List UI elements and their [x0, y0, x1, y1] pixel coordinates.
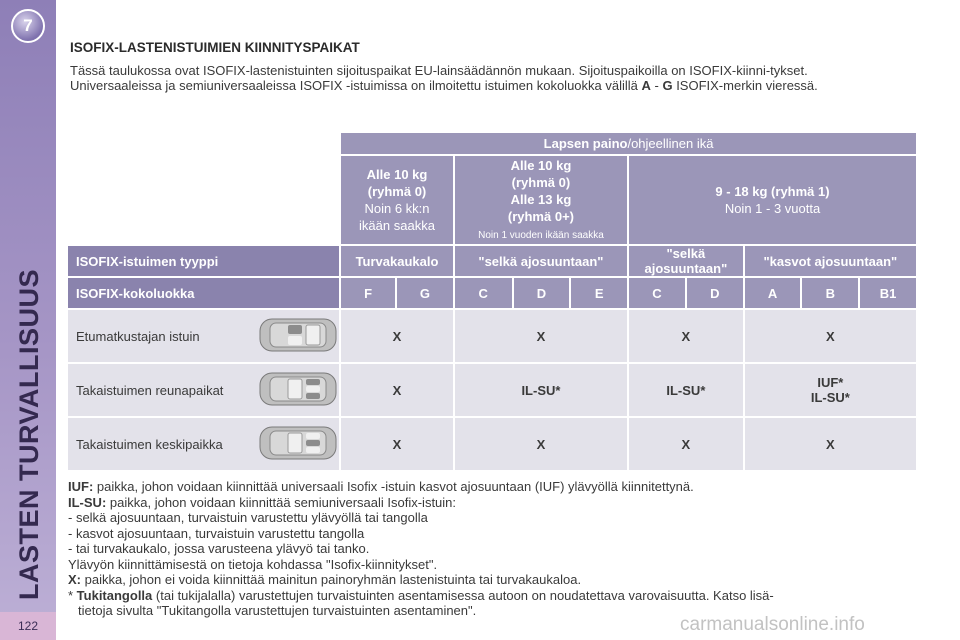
type-row-label: ISOFIX-istuimen tyyppi: [68, 246, 339, 276]
weight-group-3: [629, 156, 916, 244]
cell-value: X: [455, 418, 627, 470]
note-tuki-key: Tukitangolla: [76, 587, 153, 603]
car-seat-rear-outer-icon: [258, 370, 338, 411]
size-row-label: ISOFIX-kokoluokka: [68, 278, 339, 308]
size-cell: C: [455, 278, 512, 308]
note-bullet: - selkä ajosuuntaan, turvaistuin varustettu ylävyöllä tai tangolla: [68, 510, 428, 525]
type-value-2: "selkä ajosuuntaan": [455, 246, 627, 276]
intro-paragraph-1: Tässä taulukossa ovat ISOFIX-lastenistuinten sijoituspaikat EU-lainsäädännön mukaan. Sijoituspaikoilla on ISOFIX-kiinni-tykset.: [70, 63, 808, 78]
seat-position-cell: [68, 364, 339, 416]
note-iuf-text: paikka, johon voidaan kiinnittää universaali Isofix -istuin kasvot ajosuuntaan (IUF) ylävyöllä kiinnitettynä.: [93, 479, 694, 494]
main-content: [70, 40, 915, 93]
note-tukitanko-cont: tietoja sivulta "Tukitangolla varustettujen turvaistuinten asentaminen".: [78, 603, 477, 618]
note-tuki-text: (tai tukijalalla) varustettujen turvaistuinten asentamisessa autoon on noudatettava varovaisuutta. Katso lisä-: [152, 587, 774, 603]
section-title: LASTEN TURVALLISUUS: [14, 268, 44, 600]
cell-value-iuf: IUF*: [817, 375, 844, 390]
page-number: 122: [0, 612, 56, 640]
cell-value: X: [745, 418, 916, 470]
intro2-text-b: ISOFIX-merkin vieressä.: [672, 78, 818, 93]
size-cell: A: [745, 278, 801, 308]
cell-value: X: [341, 364, 453, 416]
group2-line4: (ryhmä 0+): [507, 208, 574, 224]
table-row: [68, 418, 916, 470]
header-weight: [341, 133, 916, 154]
table-row: [68, 310, 916, 362]
chapter-sidebar: [0, 0, 56, 640]
type-value-4: "kasvot ajosuuntaan": [745, 246, 916, 276]
size-cell: B1: [860, 278, 916, 308]
group2-line3: Alle 13 kg: [510, 191, 572, 207]
cell-value: X: [629, 310, 743, 362]
size-cell: G: [397, 278, 453, 308]
table-corner-2: [68, 156, 339, 244]
seat-position-cell: [68, 310, 339, 362]
header-weight-rest: /ohjeellinen ikä: [627, 136, 714, 151]
page-title: ISOFIX-LASTENISTUIMIEN KIINNITYSPAIKAT: [70, 40, 360, 55]
size-cell: F: [341, 278, 395, 308]
group1-line4: ikään saakka: [359, 218, 435, 233]
group1-line1: Alle 10 kg: [366, 167, 428, 182]
chapter-number-badge: [11, 9, 45, 43]
watermark: carmanualsonline.info: [680, 614, 865, 635]
group2-line1: Alle 10 kg: [510, 157, 572, 173]
table-row: [68, 364, 916, 416]
note-ilsu-text: paikka, johon voidaan kiinnittää semiuniversaali Isofix-istuin:: [106, 494, 457, 510]
chapter-number: 7: [23, 16, 33, 35]
note-iuf: [68, 479, 913, 495]
cell-value: IL-SU*: [629, 364, 743, 416]
legend-notes: [68, 479, 913, 619]
intro2-dash: -: [650, 78, 663, 93]
note-x-text: paikka, johon ei voida kiinnittää mainitun painoryhmän lastenistuinta tai turvakaukaloa.: [81, 572, 582, 587]
note-star: *: [68, 587, 77, 603]
note-ilsu-key: IL-SU:: [68, 494, 107, 510]
type-value-3: "selkä ajosuuntaan": [629, 246, 743, 276]
size-class-a: A: [641, 78, 651, 93]
seat-position-label: Takaistuimen keskipaikka: [76, 436, 223, 452]
group3-line2: Noin 1 - 3 vuotta: [724, 201, 821, 216]
note-upper-belt: Ylävyön kiinnittämisestä on tietoja kohdassa "Isofix-kiinnitykset".: [68, 556, 438, 572]
note-x-key: X:: [68, 572, 81, 587]
size-cell: C: [629, 278, 685, 308]
seat-position-cell: [68, 418, 339, 470]
cell-value-stacked: [745, 364, 916, 416]
size-cell: D: [687, 278, 743, 308]
size-cell: B: [802, 278, 858, 308]
intro2-text-a: Universaaleissa ja semiuniversaaleissa ISOFIX -istuimissa on ilmoitettu istuimen kokoluokka välillä: [70, 78, 642, 93]
size-cell: D: [514, 278, 570, 308]
seat-position-label: Takaistuimen reunapaikat: [76, 382, 224, 398]
weight-group-1: [341, 156, 453, 244]
note-x: [68, 572, 913, 588]
table-corner: [68, 133, 339, 154]
note-ilsu: [68, 495, 913, 511]
note-bullet: - tai turvakaukalo, jossa varusteena ylävyö tai tanko.: [68, 541, 370, 556]
header-weight-bold: Lapsen paino: [543, 136, 628, 151]
cell-value: IL-SU*: [455, 364, 627, 416]
car-seat-front-passenger-icon: [258, 316, 338, 357]
cell-value: X: [341, 418, 453, 470]
isofix-table: [66, 131, 918, 472]
group1-line3: Noin 6 kk:n: [364, 201, 430, 216]
cell-value: X: [745, 310, 916, 362]
note-tukitanko: [68, 588, 913, 604]
group2-line5: Noin 1 vuoden ikään saakka: [478, 229, 604, 241]
note-iuf-key: IUF:: [68, 479, 94, 494]
size-class-g: G: [662, 78, 673, 93]
car-seat-rear-center-icon: [258, 424, 338, 465]
intro-paragraph-2: [70, 79, 915, 93]
note-bullet: - kasvot ajosuuntaan, turvaistuin varustettu tangolla: [68, 525, 365, 541]
size-cell: E: [571, 278, 627, 308]
cell-value: X: [455, 310, 627, 362]
weight-group-2: [455, 156, 627, 244]
seat-position-label: Etumatkustajan istuin: [76, 328, 200, 344]
group1-line2: (ryhmä 0): [367, 184, 427, 199]
cell-value: X: [629, 418, 743, 470]
cell-value: X: [341, 310, 453, 362]
group2-line2: (ryhmä 0): [511, 174, 571, 190]
group3-line1: 9 - 18 kg (ryhmä 1): [715, 184, 830, 199]
type-value-1: Turvakaukalo: [341, 246, 453, 276]
cell-value-ilsu: IL-SU*: [810, 390, 850, 405]
